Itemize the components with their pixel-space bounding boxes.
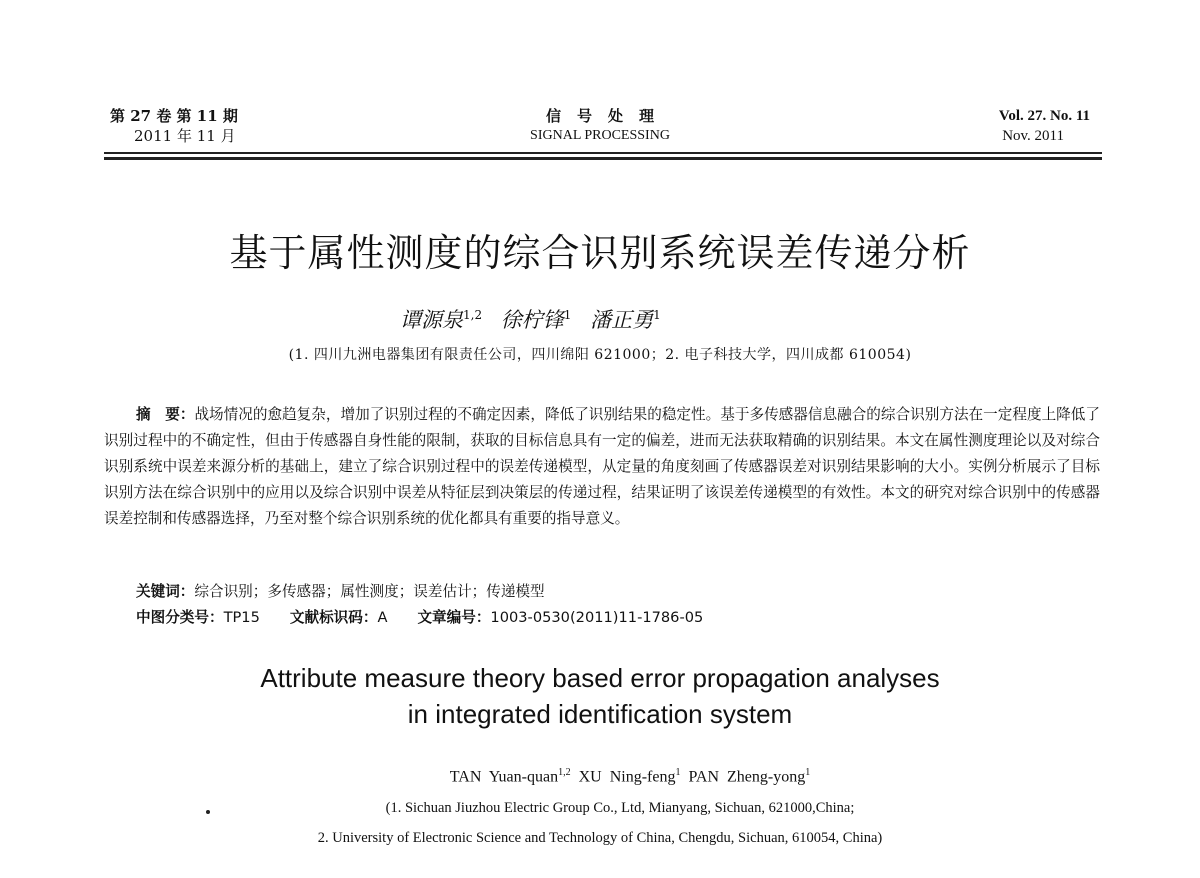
authors-en bbox=[0, 767, 1200, 786]
author-en-2: XU Ning-feng bbox=[578, 768, 676, 786]
title-en-line1: Attribute measure theory based error propagation analyses bbox=[260, 663, 940, 693]
class-value: TP15 bbox=[223, 609, 260, 626]
paper-title-en bbox=[0, 660, 1200, 732]
affiliation-en-1: (1. Sichuan Jiuzhou Electric Group Co., Ltd, Mianyang, Sichuan, 621000,China; bbox=[385, 800, 855, 816]
article-no-label: 文章编号： bbox=[417, 609, 491, 626]
author-cn-1-aff: 1,2 bbox=[463, 308, 483, 322]
journal-name-cn: 信号处理 bbox=[545, 107, 670, 125]
title-en-line2: in integrated identification system bbox=[407, 699, 793, 729]
header-right bbox=[999, 106, 1090, 146]
author-cn-3: 潘正勇 bbox=[590, 308, 654, 332]
doc-code-value: A bbox=[377, 609, 388, 626]
author-en-3-aff: 1 bbox=[805, 767, 811, 778]
author-en-1-aff: 1,2 bbox=[558, 767, 571, 778]
paper-title-cn: 基于属性测度的综合识别系统误差传递分析 bbox=[229, 231, 971, 275]
keywords bbox=[136, 580, 545, 601]
abstract-cn bbox=[104, 402, 1100, 532]
author-cn-3-aff: 1 bbox=[653, 308, 661, 322]
date-cn: 2011 年 11 月 bbox=[134, 127, 236, 145]
affiliation-cn: (1. 四川九洲电器集团有限责任公司，四川绵阳 621000；2. 电子科技大学，四川成都 610054) bbox=[288, 347, 912, 363]
author-en-1: TAN Yuan-quan bbox=[449, 768, 559, 786]
keywords-label: 关键词： bbox=[136, 583, 195, 600]
classification-line bbox=[136, 606, 703, 627]
author-cn-2-aff: 1 bbox=[563, 308, 572, 322]
date-en: Nov. 2011 bbox=[1002, 128, 1064, 144]
volume-issue-cn: 第 27 卷 第 11 期 bbox=[110, 107, 238, 125]
author-en-2-aff: 1 bbox=[675, 767, 681, 778]
header-rule-thin bbox=[104, 152, 1102, 154]
volume-issue-en: Vol. 27. No. 11 bbox=[998, 108, 1090, 124]
affiliation-en-2: 2. University of Electronic Science and Technology of China, Chengdu, Sichuan, 610054, China) bbox=[317, 830, 883, 846]
abstract-label: 摘 要： bbox=[136, 406, 195, 423]
doc-code-label: 文献标识码： bbox=[289, 609, 378, 626]
article-no-value: 1003-0530(2011)11-1786-05 bbox=[490, 609, 704, 626]
header-rule-thick bbox=[104, 157, 1102, 160]
keywords-text: 综合识别；多传感器；属性测度；误差估计；传递模型 bbox=[194, 583, 545, 600]
class-label: 中图分类号： bbox=[136, 609, 224, 626]
author-en-3: PAN Zheng-yong bbox=[688, 768, 806, 786]
journal-name-en: SIGNAL PROCESSING bbox=[530, 128, 670, 143]
author-cn-2: 徐柠锋 bbox=[500, 308, 564, 332]
author-cn-1: 谭源泉 bbox=[400, 308, 463, 332]
abstract-text: 战场情况的愈趋复杂，增加了识别过程的不确定因素，降低了识别结果的稳定性。基于多传感器信息融合的综合识别方法在一定程度上降低了识别过程中的不确定性，但由于传感器自身性能的限制，获取的目标信息具有一定的偏差，进而无法获取精确的识别结果。本文在属性测度理论以及对综合识别系统中误差来源分析的基础上，建立了综合识别过程中的误差传递模型，从定量的角度刻画了传感器误差对识别结果影响的大小。实例分析展示了目标识别方法在综合识别中的应用以及综合识别中误差从特征层到决策层的传递过程，结果证明了该误差传递模型的有效性。本文的研究对综合识别中的传感器误差控制和传感器选择，乃至对整个综合识别系统的优化都具有重要的指导意义。 bbox=[104, 406, 1100, 527]
authors-cn bbox=[400, 304, 661, 334]
